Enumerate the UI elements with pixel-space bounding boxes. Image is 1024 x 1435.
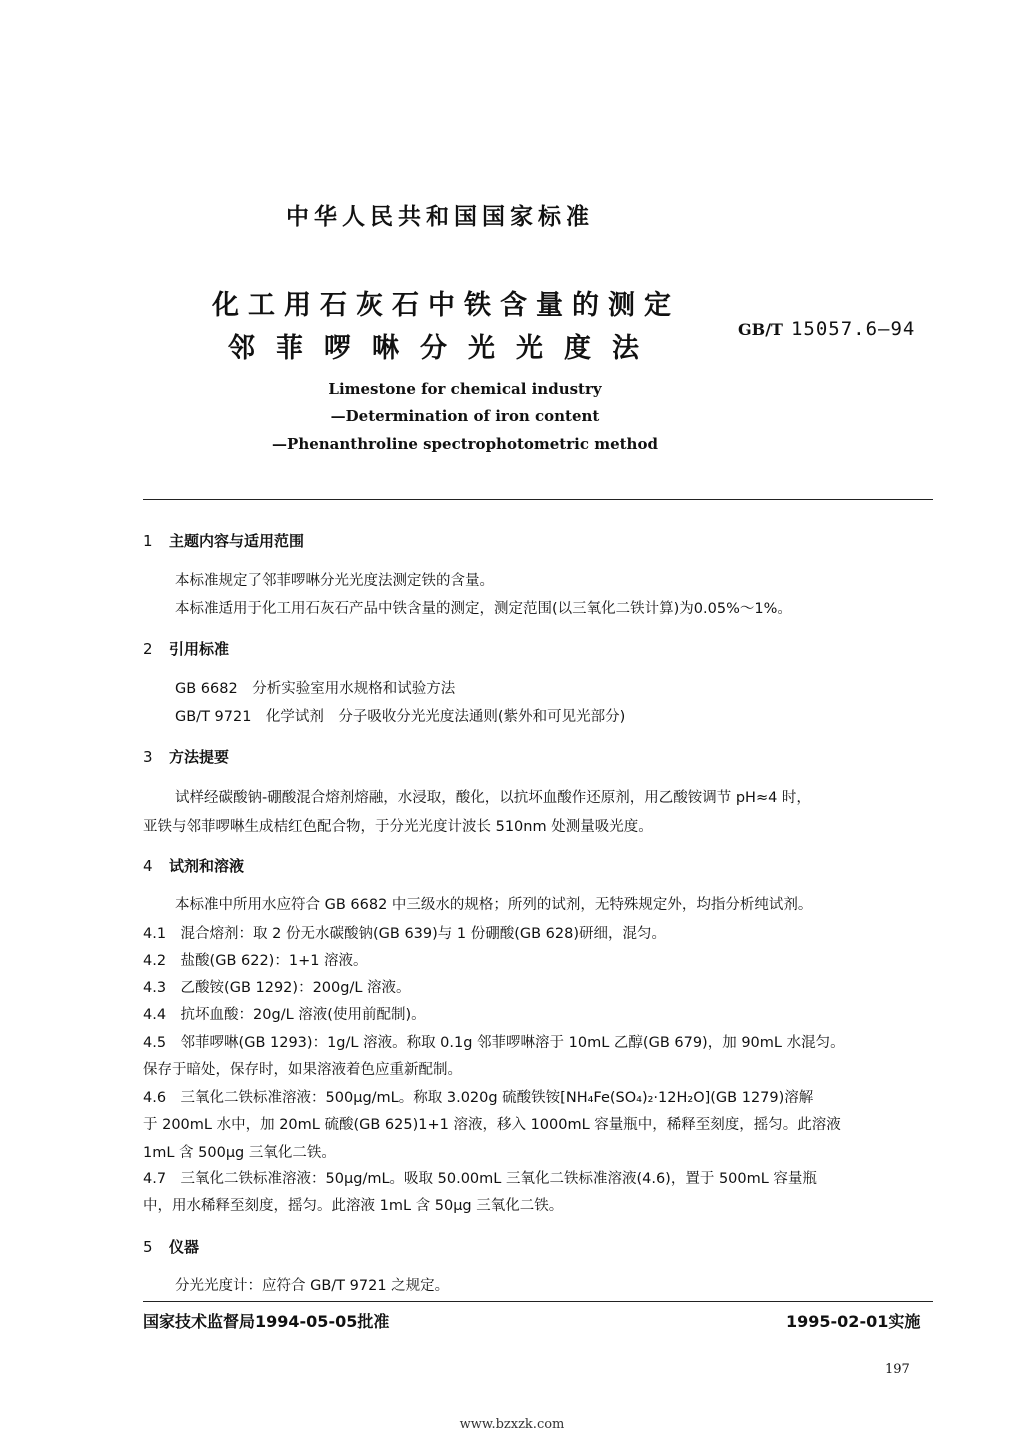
english-title-line1: Limestone for chemical industry bbox=[328, 380, 602, 398]
section-title: 主题内容与适用范围 bbox=[169, 532, 305, 550]
implementation-date: 1995-02-01实施 bbox=[786, 1312, 921, 1331]
section-title: 仪器 bbox=[169, 1238, 200, 1256]
document-title-line2: 邻菲啰啉分光光度法 bbox=[228, 333, 660, 364]
paragraph-line: 本标准中所用水应符合 GB 6682 中三级水的规格；所列的试剂，无特殊规定外，均指分析纯试剂。 bbox=[175, 897, 813, 913]
page-number: 197 bbox=[885, 1362, 910, 1377]
section-title: 试剂和溶液 bbox=[169, 857, 245, 875]
reagent-item-continued: 1mL 含 500μg 三氧化二铁。 bbox=[143, 1145, 336, 1161]
section-number: 2 bbox=[143, 640, 153, 658]
paragraph-line: 本标准适用于化工用石灰石产品中铁含量的测定，测定范围(以三氧化二铁计算)为0.05%～1%。 bbox=[175, 601, 792, 617]
section-5-heading bbox=[143, 1236, 199, 1257]
reagent-item: 4.6 三氧化二铁标准溶液：500μg/mL。称取 3.020g 硫酸铁铵[NH₄Fe(SO₄)₂·12H₂O](GB 1279)溶解 bbox=[143, 1090, 814, 1106]
reagent-item: 4.7 三氧化二铁标准溶液：50μg/mL。吸取 50.00mL 三氧化二铁标准溶液(4.6)，置于 500mL 容量瓶 bbox=[143, 1171, 817, 1187]
footer-divider bbox=[143, 1301, 933, 1302]
section-number: 3 bbox=[143, 748, 153, 766]
section-number: 5 bbox=[143, 1238, 153, 1256]
reagent-item: 4.3 乙酸铵(GB 1292)：200g/L 溶液。 bbox=[143, 980, 411, 996]
section-3-heading bbox=[143, 746, 229, 767]
section-number: 4 bbox=[143, 857, 153, 875]
reagent-item-continued: 中，用水稀释至刻度，摇匀。此溶液 1mL 含 50μg 三氧化二铁。 bbox=[143, 1198, 564, 1214]
section-number: 1 bbox=[143, 532, 153, 550]
section-title: 引用标准 bbox=[169, 640, 230, 658]
section-2-heading bbox=[143, 638, 229, 659]
english-title-line3: —Phenanthroline spectrophotometric method bbox=[272, 435, 658, 453]
reagent-item-continued: 保存于暗处，保存时，如果溶液着色应重新配制。 bbox=[143, 1062, 462, 1078]
reagent-item: 4.4 抗坏血酸：20g/L 溶液(使用前配制)。 bbox=[143, 1007, 426, 1023]
approval-date: 国家技术监督局1994-05-05批准 bbox=[143, 1312, 390, 1331]
reference-item: GB/T 9721 化学试剂 分子吸收分光光度法通则(紫外和可见光部分) bbox=[175, 709, 626, 725]
section-4-heading bbox=[143, 855, 244, 876]
section-1-heading bbox=[143, 530, 304, 551]
reagent-item: 4.5 邻菲啰啉(GB 1293)：1g/L 溶液。称取 0.1g 邻菲啰啉溶于 10mL 乙醇(GB 679)，加 90mL 水混匀。 bbox=[143, 1035, 845, 1051]
paragraph-line: 本标准规定了邻菲啰啉分光光度法测定铁的含量。 bbox=[175, 573, 494, 589]
english-title-line2: —Determination of iron content bbox=[330, 407, 600, 425]
website-link[interactable]: www.bzxzk.com bbox=[459, 1417, 565, 1432]
section-title: 方法提要 bbox=[169, 748, 230, 766]
document-title-line1: 化工用石灰石中铁含量的测定 bbox=[212, 290, 680, 321]
paragraph-line: 分光光度计：应符合 GB/T 9721 之规定。 bbox=[175, 1278, 450, 1294]
header-divider bbox=[143, 499, 933, 500]
paragraph-line: 亚铁与邻菲啰啉生成桔红色配合物，于分光光度计波长 510nm 处测量吸光度。 bbox=[143, 819, 653, 835]
standard-number bbox=[738, 318, 915, 340]
reagent-item: 4.2 盐酸(GB 622)：1+1 溶液。 bbox=[143, 953, 368, 969]
standard-prefix: GB/T bbox=[738, 320, 783, 339]
standard-code: 15057.6—94 bbox=[790, 318, 916, 340]
reagent-item: 4.1 混合熔剂：取 2 份无水碳酸钠(GB 639)与 1 份硼酸(GB 628)研细，混匀。 bbox=[143, 926, 667, 942]
national-standard-heading: 中华人民共和国国家标准 bbox=[286, 204, 594, 230]
reagent-item-continued: 于 200mL 水中，加 20mL 硫酸(GB 625)1+1 溶液，移入 1000mL 容量瓶中，稀释至刻度，摇匀。此溶液 bbox=[143, 1117, 841, 1133]
reference-item: GB 6682 分析实验室用水规格和试验方法 bbox=[175, 681, 456, 697]
paragraph-line: 试样经碳酸钠-硼酸混合熔剂熔融，水浸取，酸化，以抗坏血酸作还原剂，用乙酸铵调节 pH≈4 时， bbox=[175, 790, 811, 806]
